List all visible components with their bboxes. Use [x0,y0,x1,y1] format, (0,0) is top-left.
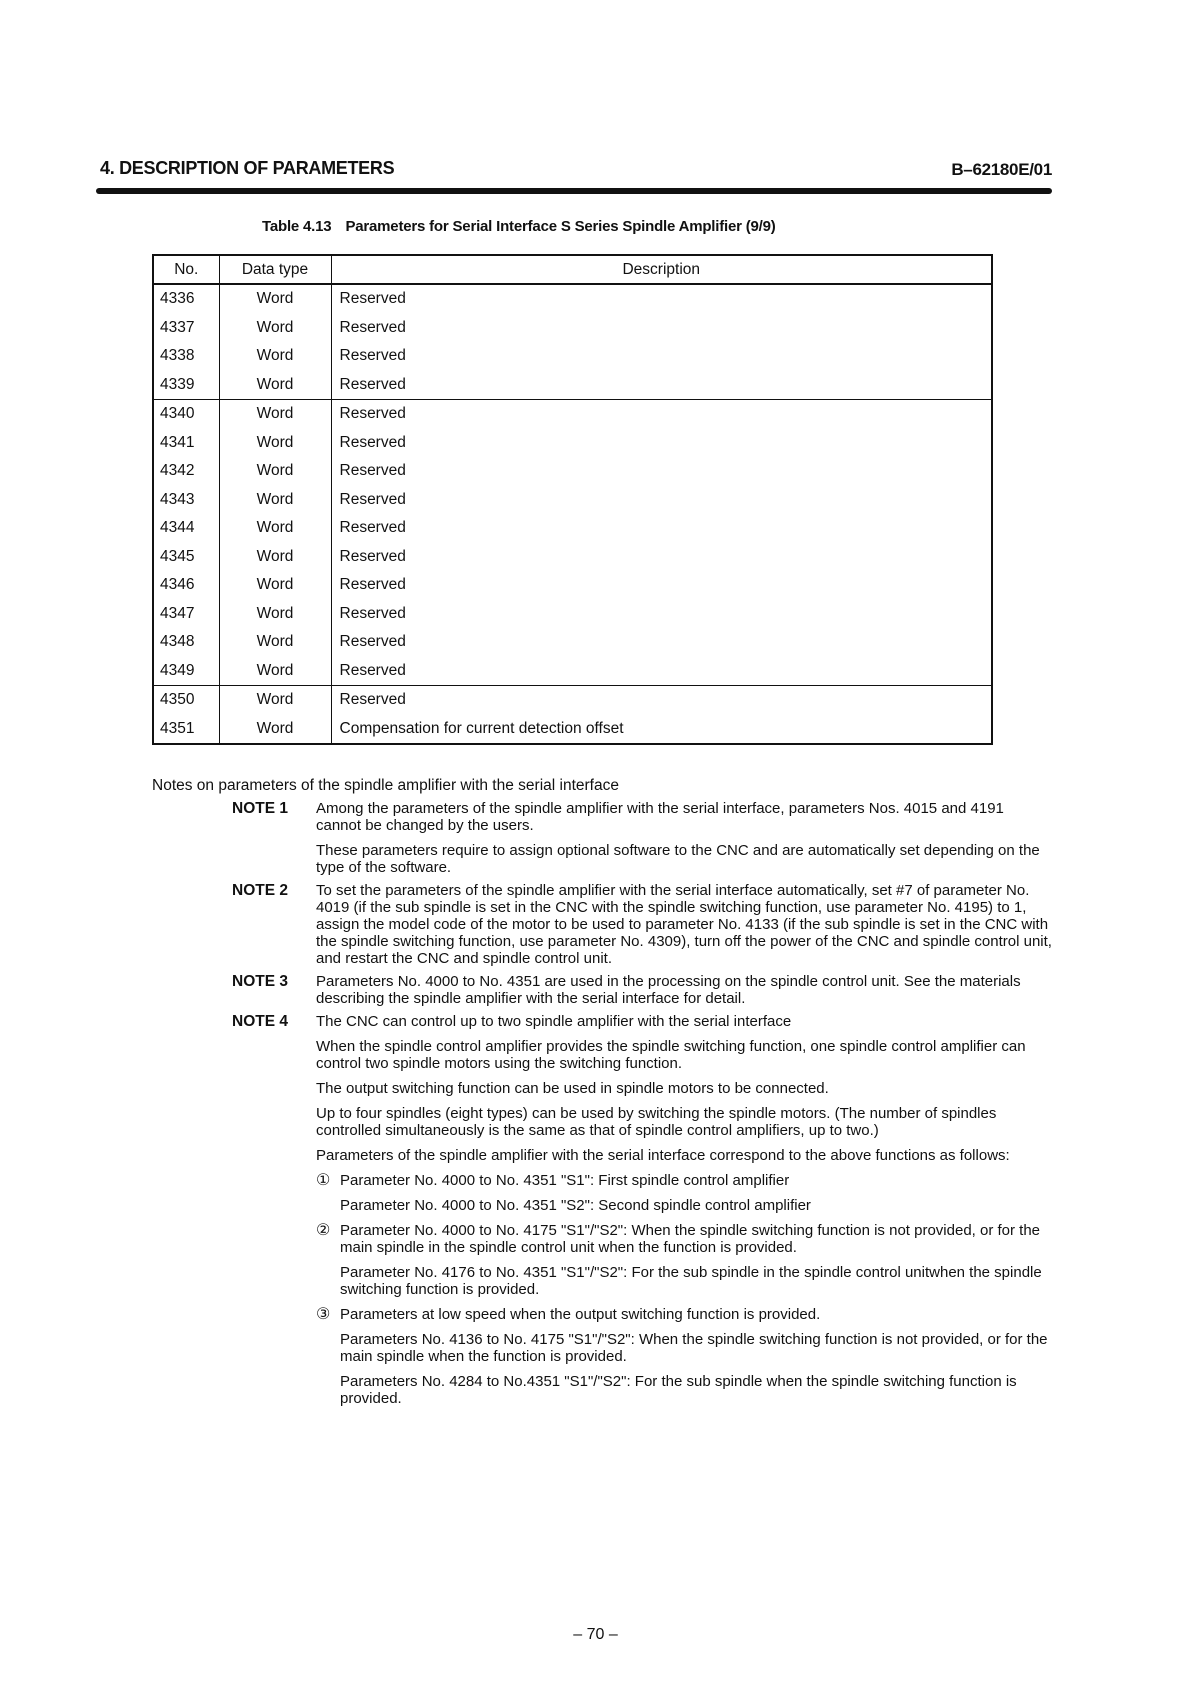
list-item [316,1306,1052,1407]
param-desc: Reserved [339,290,406,308]
page-header [100,158,1052,182]
param-type: Word [219,686,331,715]
note-label: NOTE 4 [232,1013,288,1030]
param-desc: Reserved [339,633,406,651]
param-type: Word [219,543,331,572]
table-row [153,571,992,600]
param-no: 4348 [153,628,219,657]
item-paragraph: Parameters No. 4136 to No. 4175 "S1"/"S2": When the spindle switching function is not provided, or for the main spindle when the function is provided. [340,1331,1048,1365]
circled-three-icon: ③ [316,1306,331,1323]
column-header-description: Description [331,255,992,284]
table-row [153,284,992,314]
param-desc: Reserved [339,604,406,622]
table-caption-number: Table 4.13 [262,218,332,235]
note-paragraph: Among the parameters of the spindle amplifier with the serial interface, parameters Nos. 4015 and 4191 cannot be changed by the users. [316,800,1004,834]
list-item [316,1222,1052,1298]
circled-one-icon: ① [316,1172,331,1189]
param-no: 4341 [153,429,219,458]
column-header-no: No. [153,255,219,284]
header-rule [96,188,1052,194]
note-paragraph: The CNC can control up to two spindle amplifier with the serial interface [316,1013,792,1030]
param-type: Word [219,429,331,458]
param-type: Word [219,514,331,543]
param-no: 4337 [153,314,219,343]
param-no: 4345 [153,543,219,572]
column-header-data-type: Data type [219,255,331,284]
param-desc: Reserved [339,347,406,365]
param-no: 4349 [153,657,219,686]
section-title: 4. DESCRIPTION OF PARAMETERS [100,158,395,178]
note-4 [232,1013,1052,1415]
param-desc: Reserved [339,519,406,537]
table-caption-title: Parameters for Serial Interface S Series Spindle Amplifier (9/9) [345,218,776,235]
note-2 [232,882,1052,967]
item-paragraph: Parameter No. 4000 to No. 4351 "S2": Second spindle control amplifier [340,1197,811,1214]
table-caption [262,218,776,235]
table-row [153,715,992,745]
param-type: Word [219,486,331,515]
param-type: Word [219,657,331,686]
param-type: Word [219,571,331,600]
table-row [153,429,992,458]
document-number: B–62180E/01 [951,160,1052,179]
param-no: 4336 [153,284,219,314]
param-no: 4347 [153,600,219,629]
table-row [153,657,992,686]
table-row [153,486,992,515]
notes-intro: Notes on parameters of the spindle amplifier with the serial interface [152,777,619,794]
parameters-table [152,254,993,745]
table-row [153,371,992,400]
circled-two-icon: ② [316,1222,331,1239]
param-desc: Reserved [339,661,406,679]
note-label: NOTE 3 [232,973,288,990]
param-type: Word [219,342,331,371]
param-type: Word [219,284,331,314]
item-paragraph: Parameter No. 4000 to No. 4351 "S1": First spindle control amplifier [340,1172,790,1189]
page-number: – 70 – [573,1626,618,1643]
param-type: Word [219,400,331,429]
note-paragraph: Parameters No. 4000 to No. 4351 are used in the processing on the spindle control unit. See the materials describing the spindle amplifier with the serial interface for detail. [316,973,1021,1007]
param-type: Word [219,314,331,343]
param-desc: Compensation for current detection offset [339,719,624,737]
table-row [153,514,992,543]
table-row [153,600,992,629]
param-desc: Reserved [339,462,406,480]
param-desc: Reserved [331,686,992,715]
param-no: 4343 [153,486,219,515]
item-paragraph: Parameter No. 4176 to No. 4351 "S1"/"S2": For the sub spindle in the spindle control unitwhen the spindle switching function is provided. [340,1264,1042,1298]
table-row [153,628,992,657]
param-no: 4346 [153,571,219,600]
notes-section [232,800,1052,1421]
note-1 [232,800,1052,876]
param-type: Word [219,600,331,629]
param-no: 4338 [153,342,219,371]
param-no: 4351 [153,715,219,745]
param-desc: Reserved [339,318,406,336]
table-row [153,457,992,486]
note-paragraph: Up to four spindles (eight types) can be used by switching the spindle motors. (The number of spindles controlled simultaneously is the same as that of spindle control amplifiers, up to two.) [316,1105,997,1139]
table-row [153,686,992,715]
table-row [153,342,992,371]
note-paragraph: The output switching function can be used in spindle motors to be connected. [316,1080,829,1097]
item-paragraph: Parameters at low speed when the output switching function is provided. [340,1306,821,1323]
note-label: NOTE 2 [232,882,288,899]
item-paragraph: Parameter No. 4000 to No. 4175 "S1"/"S2": When the spindle switching function is not provided, or for the main spindle in the spindle control unit when the function is provided. [340,1222,1041,1256]
param-desc: Reserved [339,490,406,508]
param-desc: Reserved [339,375,406,393]
table-row [153,400,992,429]
param-desc: Reserved [331,400,992,429]
note-paragraph: Parameters of the spindle amplifier with the serial interface correspond to the above functions as follows: [316,1147,1010,1164]
param-desc: Reserved [339,433,406,451]
param-no: 4350 [153,686,219,715]
note-label: NOTE 1 [232,800,288,817]
param-type: Word [219,371,331,400]
note-paragraph: To set the parameters of the spindle amplifier with the serial interface automatically, set #7 of parameter No. 4019 (if the sub spindle is set in the CNC with the spindle switching function, use parameter No. 4195) to 1, assign the model code of the motor to be used to parameter No. 4133 (if the sub spindle is set in the CNC with the spindle switching function, use parameter No. 4309), turn off the power of the CNC and spindle control unit, and restart the CNC and spindle control unit. [316,882,1052,967]
item-paragraph: Parameters No. 4284 to No.4351 "S1"/"S2": For the sub spindle when the spindle switching function is provided. [340,1373,1017,1407]
param-no: 4339 [153,371,219,400]
param-desc: Reserved [339,547,406,565]
param-type: Word [219,715,331,745]
note-paragraph: When the spindle control amplifier provides the spindle switching function, one spindle control amplifier can control two spindle motors using the switching function. [316,1038,1026,1072]
table-row [153,543,992,572]
note-3 [232,973,1052,1007]
param-no: 4344 [153,514,219,543]
param-desc: Reserved [339,576,406,594]
table-row [153,314,992,343]
note-paragraph: These parameters require to assign optional software to the CNC and are automatically set depending on the type of the software. [316,842,1040,876]
param-type: Word [219,628,331,657]
param-type: Word [219,457,331,486]
list-item [316,1172,1052,1214]
param-no: 4342 [153,457,219,486]
param-no: 4340 [153,400,219,429]
table-header-row [153,255,992,284]
